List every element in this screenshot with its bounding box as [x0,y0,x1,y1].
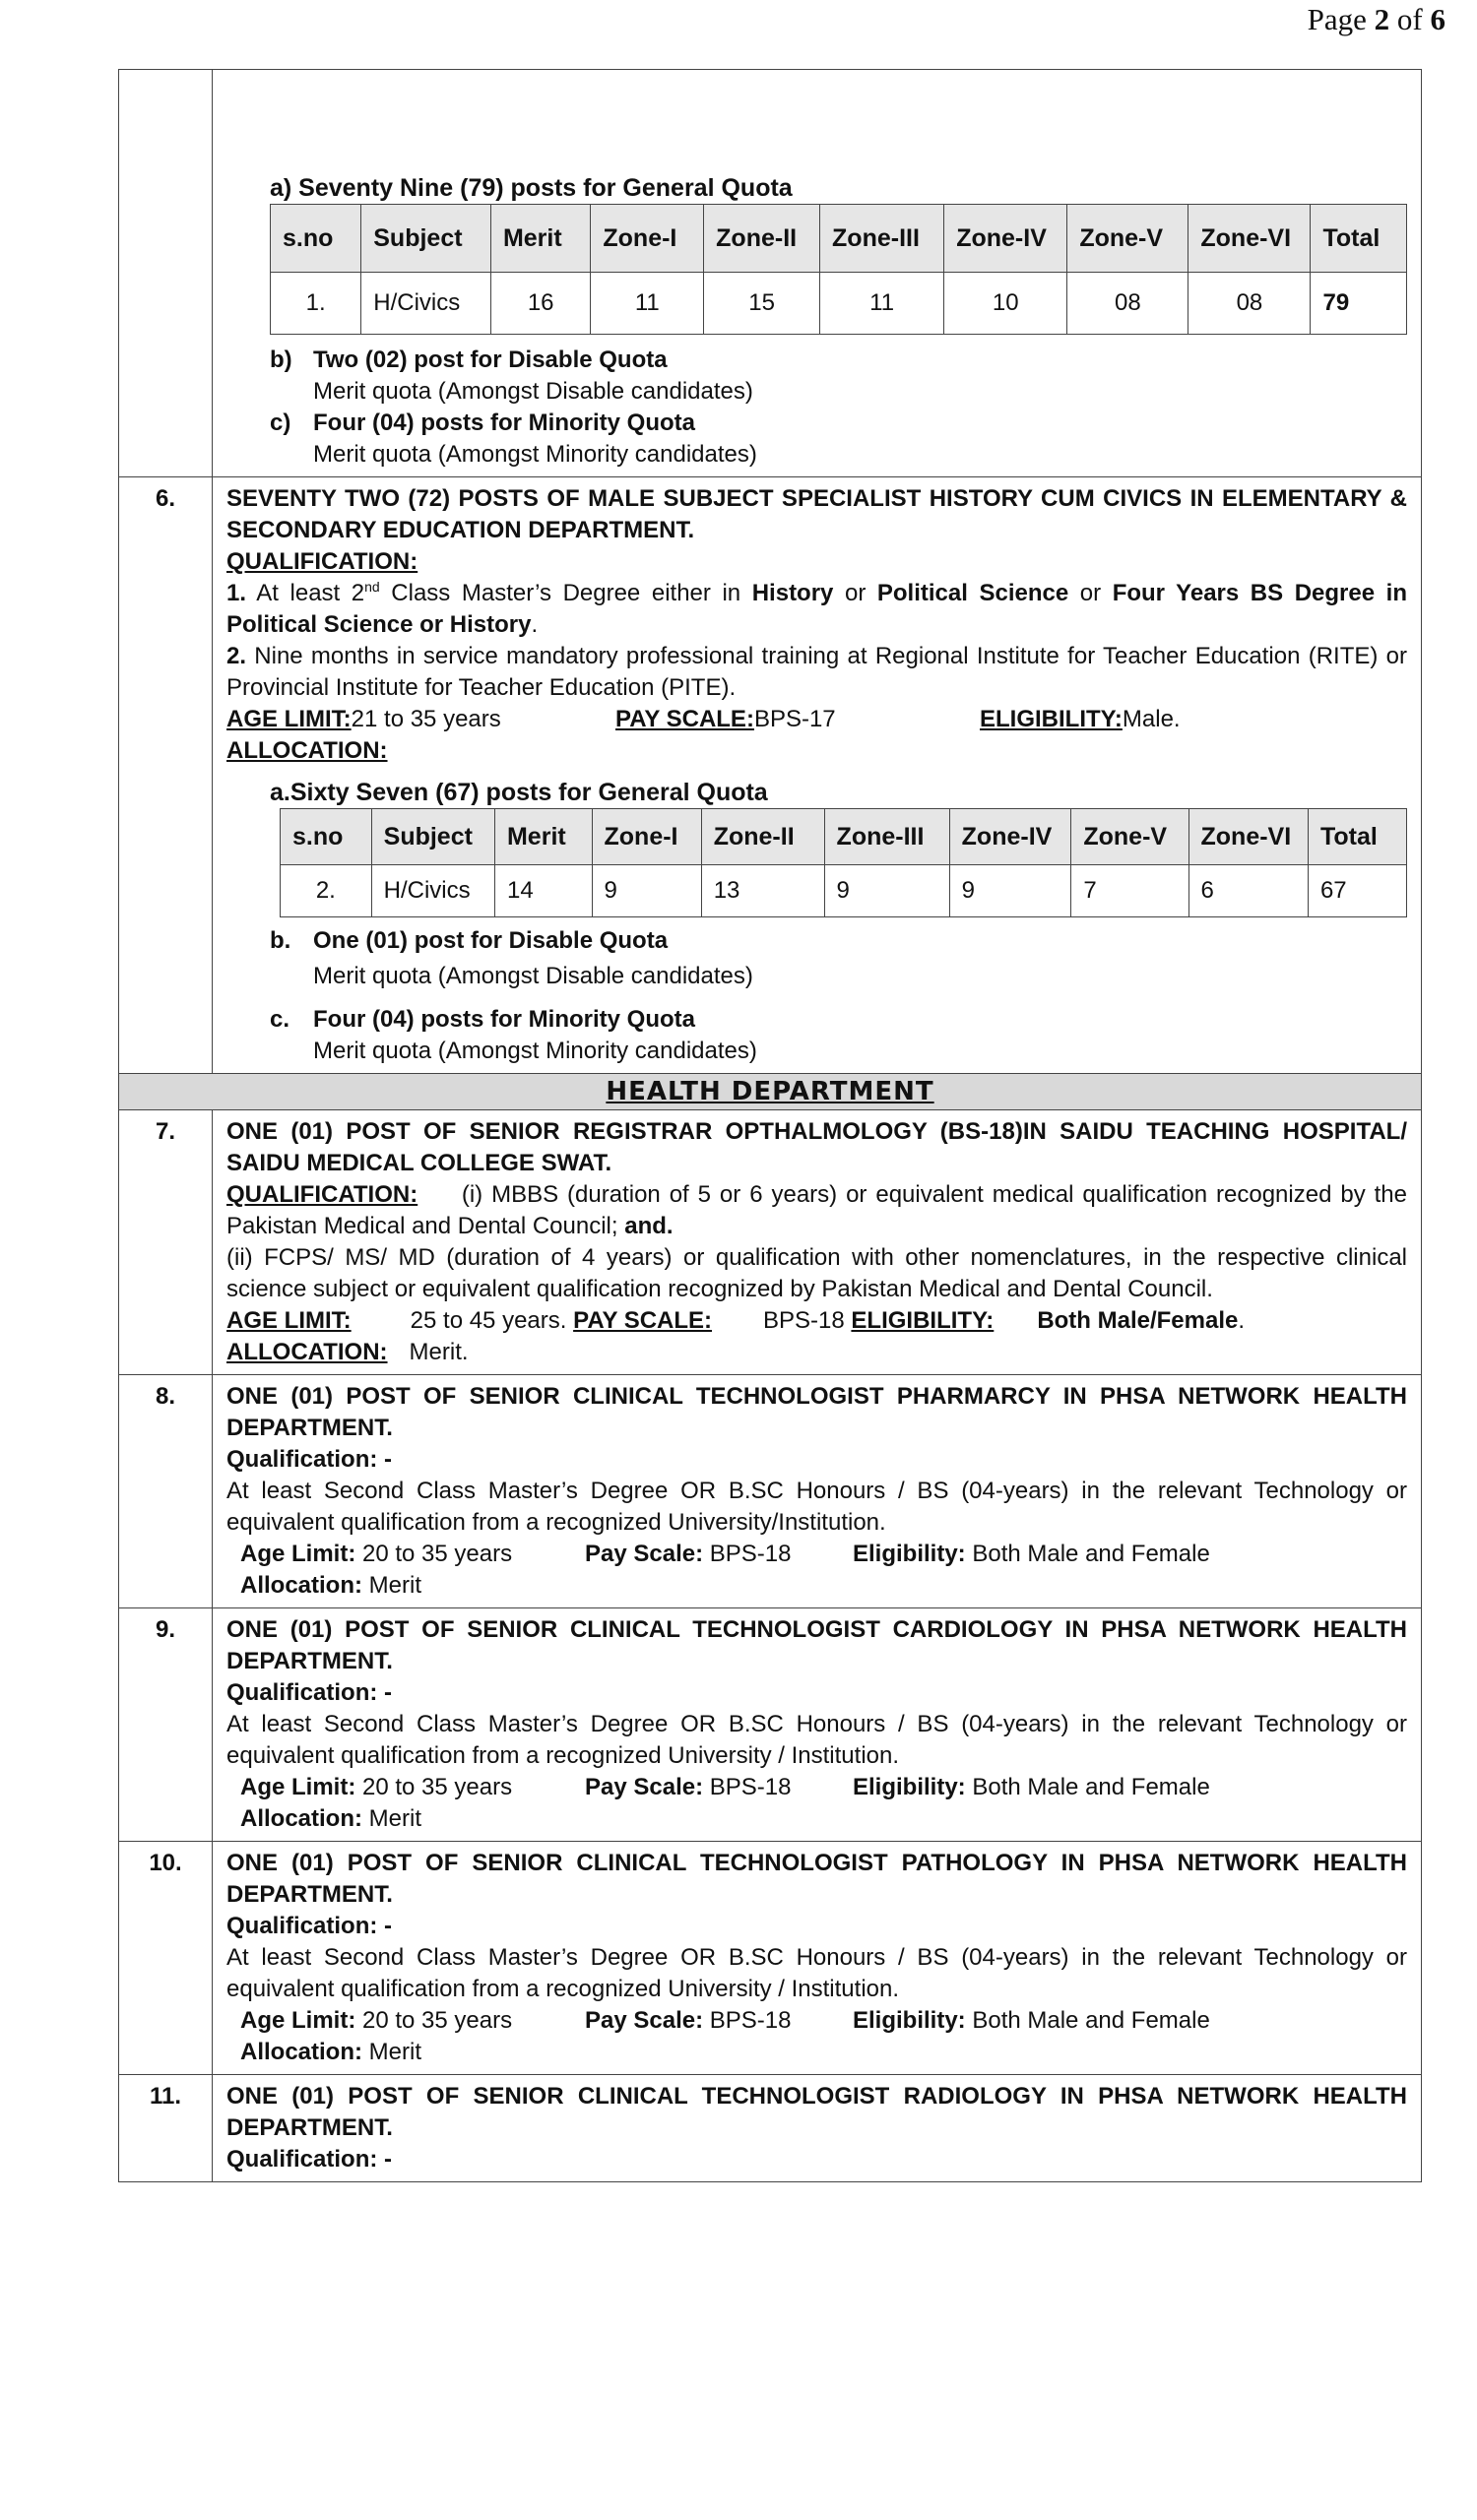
table-cell: 10 [944,273,1067,335]
table-cell: H/Civics [361,273,491,335]
row-number: 7. [119,1110,213,1375]
qualification-label: Qualification: - [226,1446,392,1473]
qualification-label: QUALIFICATION: [226,548,418,575]
zone-table-row [281,865,1407,917]
row-number: 6. [119,477,213,1074]
post-row-8 [119,1375,1422,1608]
disable-quota: b) Two (02) post for Disable Quota [270,346,668,373]
zone-table-row [271,273,1407,335]
column-header: Subject [371,809,494,865]
column-header: s.no [281,809,372,865]
column-header: Total [1311,205,1407,273]
qualification-label: Qualification: - [226,1679,392,1706]
minority-quota-note: Merit quota (Amongst Minority candidates) [313,1038,757,1064]
row-number: 11. [119,2075,213,2182]
general-quota-heading: a.Sixty Seven (67) posts for General Quota [270,779,768,806]
column-header: Merit [490,205,590,273]
row-number: 9. [119,1608,213,1842]
terms-line: Age Limit: 20 to 35 years Pay Scale: BPS-18 Eligibility: Both Male and Female [240,2007,1210,2034]
table-cell: 11 [820,273,944,335]
post-row-7 [119,1110,1422,1375]
post-row-9 [119,1608,1422,1842]
post-title: ONE (01) POST OF SENIOR CLINICAL TECHNOLOGIST PATHOLOGY IN PHSA NETWORK HEALTH DEPARTMENT. [226,1850,1407,1908]
column-header: Zone-IV [949,809,1071,865]
general-quota-heading: a) Seventy Nine (79) posts for General Quota [270,174,793,202]
row-number: 8. [119,1375,213,1608]
qualification-2: 2. Nine months in service mandatory professional training at Regional Institute for Teacher Education (RITE) or Provincial Institute for Teacher Education (PITE). [226,643,1407,701]
zone-table-header [281,809,1407,865]
column-header: Zone-VI [1188,205,1311,273]
qualification-text: At least Second Class Master’s Degree OR B.SC Honours / BS (04-years) in the relevant Technology or equivalent qualification from a recognized University / Institution. [226,1711,1407,1769]
post-row-11 [119,2075,1422,2182]
post-title: ONE (01) POST OF SENIOR CLINICAL TECHNOLOGIST PHARMARCY IN PHSA NETWORK HEALTH DEPARTMENT. [226,1383,1407,1441]
allocation-line: Allocation: Merit [240,1805,421,1832]
post-title: ONE (01) POST OF SENIOR CLINICAL TECHNOLOGIST CARDIOLOGY IN PHSA NETWORK HEALTH DEPARTMENT. [226,1616,1407,1674]
post-title: ONE (01) POST OF SENIOR CLINICAL TECHNOLOGIST RADIOLOGY IN PHSA NETWORK HEALTH DEPARTMENT. [226,2083,1407,2141]
continuation-row [119,70,1422,477]
table-cell: 79 [1311,273,1407,335]
table-cell: 15 [704,273,820,335]
post-row-6 [119,477,1422,1074]
table-cell: 67 [1308,865,1406,917]
qualification-label: Qualification: - [226,2146,392,2173]
disable-quota-note: Merit quota (Amongst Disable candidates) [313,378,753,405]
table-cell: 9 [824,865,949,917]
terms-line: Age Limit: 20 to 35 years Pay Scale: BPS-18 Eligibility: Both Male and Female [240,1541,1210,1567]
minority-quota-note: Merit quota (Amongst Minority candidates) [313,441,757,468]
qualification-label: Qualification: - [226,1913,392,1939]
table-cell: 9 [592,865,701,917]
row-number [119,70,213,477]
department-heading: HEALTH DEPARTMENT [119,1074,1422,1110]
column-header: Zone-II [704,205,820,273]
allocation-line: Allocation: Merit [240,1572,421,1599]
disable-quota: b. One (01) post for Disable Quota [270,927,669,954]
qualification-1: 1. At least 2nd Class Master’s Degree either in History or Political Science or Four Years BS Degree in Political Science or History. [226,579,1407,638]
table-cell: 1. [271,273,361,335]
column-header: s.no [271,205,361,273]
table-cell: 14 [494,865,592,917]
column-header: Zone-V [1067,205,1188,273]
table-cell: 13 [701,865,824,917]
disable-quota-note: Merit quota (Amongst Disable candidates) [313,963,753,989]
terms-line: AGE LIMIT:21 to 35 years PAY SCALE:BPS-17 ELIGIBILITY:Male. [226,706,1181,732]
qualification-text: At least Second Class Master’s Degree OR B.SC Honours / BS (04-years) in the relevant Technology or equivalent qualification from a recognized University / Institution. [226,1944,1407,2002]
column-header: Zone-I [591,205,704,273]
allocation-line: Allocation: Merit [240,2039,421,2065]
column-header: Zone-V [1071,809,1188,865]
table-cell: H/Civics [371,865,494,917]
post-title: ONE (01) POST OF SENIOR REGISTRAR OPTHALMOLOGY (BS-18)IN SAIDU TEACHING HOSPITAL/ SAIDU MEDICAL COLLEGE SWAT. [226,1118,1407,1176]
table-cell: 2. [281,865,372,917]
terms-line: AGE LIMIT: 25 to 45 years. PAY SCALE: BPS-18 ELIGIBILITY: Both Male/Female. [226,1307,1246,1334]
qualification-1: QUALIFICATION: (i) MBBS (duration of 5 or 6 years) or equivalent medical qualification recognized by the Pakistan Medical and Dental Council; and. [226,1181,1414,1239]
department-header-row [119,1074,1422,1110]
row-number: 10. [119,1842,213,2075]
qualification-text: At least Second Class Master’s Degree OR B.SC Honours / BS (04-years) in the relevant Technology or equivalent qualification from a recognized University/Institution. [226,1478,1407,1536]
column-header: Zone-VI [1188,809,1308,865]
minority-quota: c. Four (04) posts for Minority Quota [270,1006,695,1033]
qualification-2: (ii) FCPS/ MS/ MD (duration of 4 years) or qualification with other nomenclatures, in the respective clinical science subject or equivalent qualification recognized by Pakistan Medical and Dental Council. [226,1244,1407,1302]
posts-table [118,69,1422,2182]
allocation-line: ALLOCATION: Merit. [226,1339,469,1365]
table-cell: 08 [1188,273,1311,335]
terms-line: Age Limit: 20 to 35 years Pay Scale: BPS-18 Eligibility: Both Male and Female [240,1774,1210,1800]
post-title: SEVENTY TWO (72) POSTS OF MALE SUBJECT SPECIALIST HISTORY CUM CIVICS IN ELEMENTARY & SECONDARY EDUCATION DEPARTMENT. [226,485,1407,543]
table-cell: 11 [591,273,704,335]
table-cell: 08 [1067,273,1188,335]
page-indicator: Page 2 of 6 [1307,2,1445,36]
zone-table-header [271,205,1407,273]
table-cell: 9 [949,865,1071,917]
column-header: Zone-III [820,205,944,273]
table-cell: 16 [490,273,590,335]
column-header: Zone-I [592,809,701,865]
allocation-label: ALLOCATION: [226,737,388,764]
table-cell: 7 [1071,865,1188,917]
column-header: Zone-III [824,809,949,865]
column-header: Subject [361,205,491,273]
column-header: Zone-IV [944,205,1067,273]
zone-allocation-table [280,808,1407,917]
minority-quota: c) Four (04) posts for Minority Quota [270,410,695,436]
table-cell: 6 [1188,865,1308,917]
post-row-10 [119,1842,1422,2075]
column-header: Total [1308,809,1406,865]
zone-allocation-table [270,204,1407,335]
column-header: Zone-II [701,809,824,865]
column-header: Merit [494,809,592,865]
